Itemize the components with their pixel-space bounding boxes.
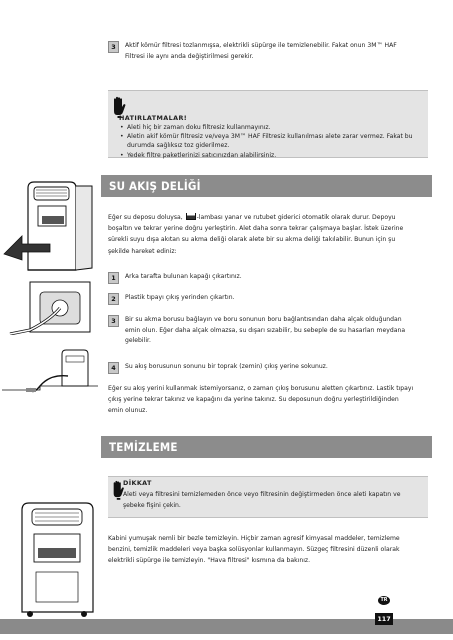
- warning-list: [118, 123, 423, 160]
- drain-intro: [108, 212, 414, 257]
- page-number: 117: [377, 615, 391, 623]
- step-text: Bir su akma borusu bağlayın ve boru sonunun boru bağlantısından daha alçak olduğundan emin olun. Eğer daha alçak olmazsa, su dışarı sızabilir, bu sebeple de su hasarları meydana gelebilir.: [125, 316, 406, 344]
- warning-item: • Yedek filtre paketlerinizi satıcınızdan alabilirsiniz.: [118, 151, 423, 160]
- drain-intro-b: -lambası yanar ve rutubet giderici otomatik olarak durur. Depoyu boşaltın ve tekrar yerine doğru yerleştirin. Alet daha sonra tekrar çalışmaya başlar. İstek üzerine sürekli suyu dışa akıtan su akma deliği olarak alete bir su akma deliği takılabilir. Bunun için şu şekilde hareket ediniz:: [108, 214, 404, 255]
- warning-item: • Aleti hiç bir zaman doku filtresiz kullanmayınız.: [118, 123, 423, 132]
- step-text: Plastik tıpayı çıkış yerinden çıkartın.: [125, 294, 235, 301]
- caution-text: Aleti veya filtresini temizlemeden önce veyo filtresinin değiştirmeden önce aleti kapatın ve şebeke fişini çekin.: [123, 491, 401, 509]
- caution-title: DİKKAT: [123, 479, 152, 487]
- warning-box: [108, 90, 428, 158]
- step-number: 3: [108, 41, 119, 53]
- section-header-drain: [101, 175, 432, 197]
- warning-title: HATIRLATMALAR!: [119, 114, 188, 122]
- cleaning-body: Kabini yumuşak nemli bir bezle temizleyin. Hiçbir zaman agresif kimyasal maddeler, temizleme benzini, temizlik maddeleri veya başka solüsyonlar kullanmayın. Süzgeç filtresini düzenli olarak elektrikli süpürge ile temizleyin. "Hava filtresi" kısmına da bakınız.: [108, 535, 400, 565]
- dehumidifier-back-illustration: [0, 178, 100, 276]
- step-text: Arka tarafta bulunan kapağı çıkartınız.: [125, 273, 242, 280]
- warning-item: • Aletin akif kömür filtresiz ve/veya 3M™ HAF Filtresiz kullanılması alete zarar vermez. Fakat bu durumda sağlıksız toz giderilmez.: [118, 132, 423, 150]
- step-number: 4: [108, 362, 119, 374]
- page-number-box: [375, 613, 393, 625]
- drain-hose-illustration: [0, 340, 100, 400]
- step-number: 3: [108, 315, 119, 327]
- step-text: Su akış borusunun sonunu bir toprak (zemin) çıkış yerine sokunuz.: [125, 363, 328, 370]
- drain-connection-illustration: [0, 280, 100, 335]
- section-title: TEMİZLEME: [109, 440, 178, 454]
- caution-box: [108, 476, 428, 518]
- drain-outro: Eğer su akış yerini kullanmak istemiyorsanız, o zaman çıkış borusunu aletten çıkartınız. Lastik tıpayı çıkış yerine tekrar takınız ve kapağını da yerine takınız. Su deposunun doğru yerleştirildiğinden emin olunuz.: [108, 385, 414, 415]
- language-code: TR: [380, 598, 388, 603]
- language-badge: [378, 596, 390, 605]
- dehumidifier-front-illustration: [16, 500, 98, 620]
- step-number: 1: [108, 272, 119, 284]
- drain-intro-a: Eğer su deposu doluysa,: [108, 214, 183, 221]
- step-number: 2: [108, 293, 119, 305]
- section-header-cleaning: [101, 436, 432, 458]
- step-text: Aktif kömür filtresi tozlanmışsa, elektrikli süpürge ile temizlenebilir. Fakat onun 3M™ HAF Filtresi ile aynı anda değiştirilmesi gerekir.: [125, 42, 397, 60]
- tank-full-icon: [186, 213, 196, 220]
- section-title: SU AKIŞ DELİĞİ: [109, 179, 201, 193]
